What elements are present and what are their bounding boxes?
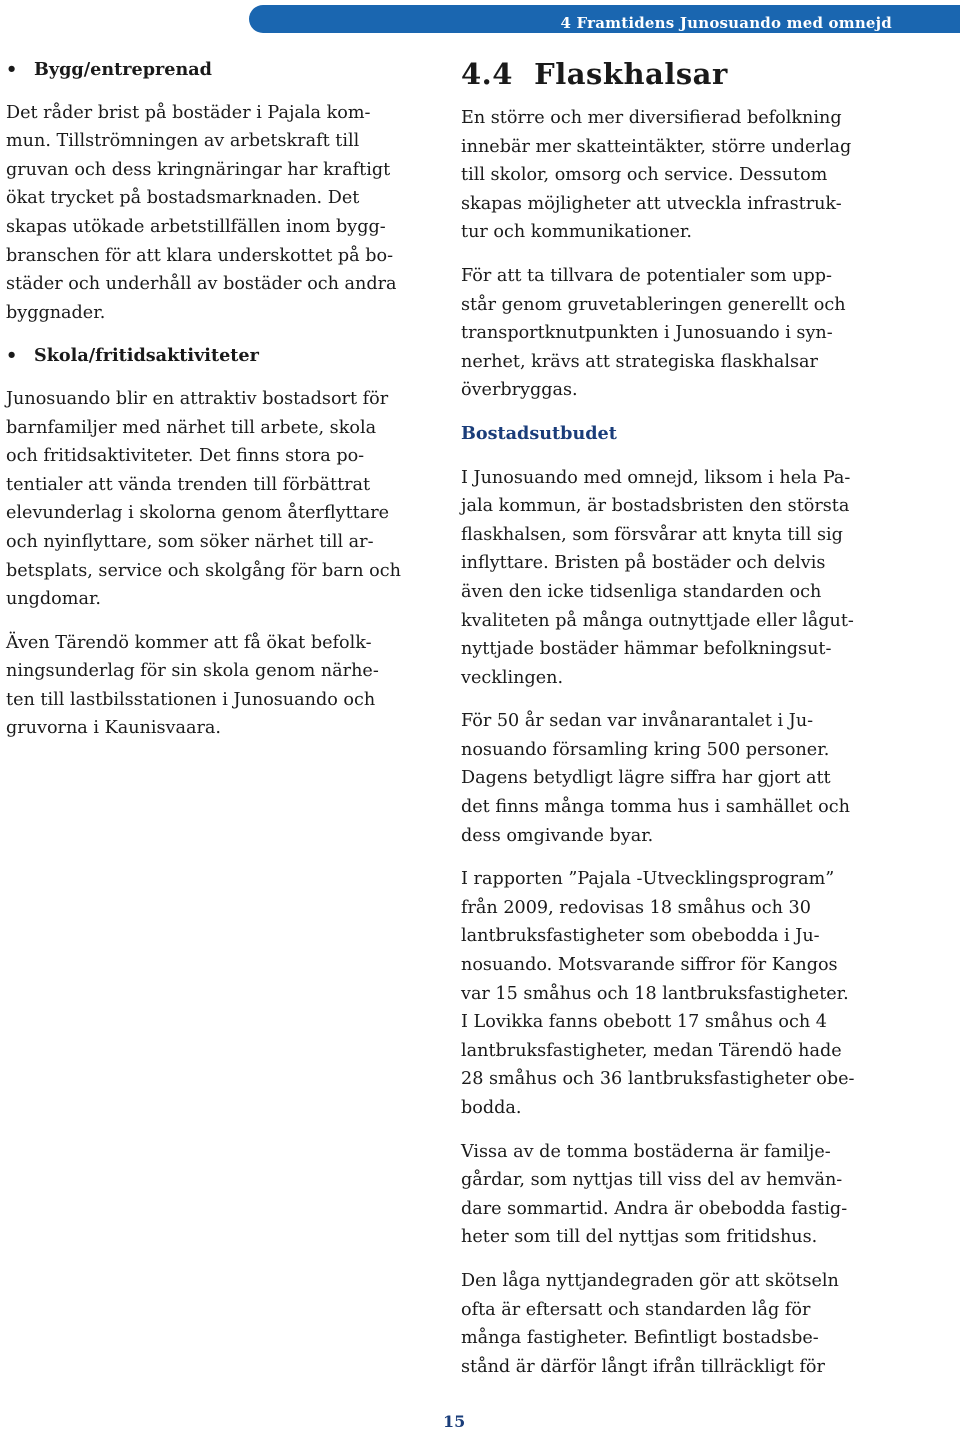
- paragraph-skola: Junosuando blir en attraktiv bostadsort för barnfamiljer med närhet till arbete, skola och fritidsaktiviteter. Det finns stora po- tentialer att vända trenden till förbättrat elevunderlag i skolorna genom återflyttare och nyinflyttare, som söker närhet till ar- betsplats, service och skolgång för barn och ungdomar.: [6, 388, 401, 610]
- page-number: 15: [443, 1412, 466, 1431]
- chapter-header-band: [249, 5, 960, 33]
- left-column: [6, 56, 436, 743]
- paragraph-invanare: För 50 år sedan var invånarantalet i Ju- nosuando församling kring 500 personer. Dagens betydligt lägre siffra har gjort att det finns många tomma hus i samhället och dess omgivande byar.: [461, 711, 850, 846]
- bullet-heading-skola: [6, 342, 436, 371]
- paragraph-nyttjandegrad: Den låga nyttjandegraden gör att skötseln ofta är eftersatt och standarden låg för många fastigheter. Befintligt bostadsbe- stånd är därför långt ifrån tillräckligt för: [461, 1270, 839, 1377]
- right-column: [461, 56, 901, 1381]
- paragraph-familjegardar: Vissa av de tomma bostäderna är familje- gårdar, som nyttjas till viss del av hemvän- dare sommartid. Andra är obebodda fastig- heter som till del nyttjas som fritidshus.: [461, 1141, 848, 1248]
- bullet-heading-label: Bygg/entreprenad: [34, 59, 212, 80]
- chapter-header-title: 4 Framtidens Junosuando med omnejd: [560, 14, 892, 32]
- bullet-icon: •: [6, 345, 18, 367]
- subheading-bostadsutbudet: Bostadsutbudet: [461, 422, 617, 444]
- paragraph-rapport: I rapporten ”Pajala -Utvecklingsprogram” från 2009, redovisas 18 småhus och 30 lantbruksfastigheter som obebodda i Ju- nosuando. Motsvarande siffror för Kangos var 15 småhus och 18 lantbruksfastigheter. I Lovikka fanns obebott 17 småhus och 4 lantbruksfastigheter, medan Tärendö hade 28 småhus och 36 lantbruksfastigheter obe- bodda.: [461, 869, 855, 1118]
- paragraph-bostadsbrist: I Junosuando med omnejd, liksom i hela Pa- jala kommun, är bostadsbristen den största flaskhalsen, som försvårar att knyta till sig inflyttare. Bristen på bostäder och delvis även den icke tidsenliga standarden och kvaliteten på många outnyttjade eller lågut- nyttjade bostäder hämmar befolkningsut- vecklingen.: [461, 467, 854, 688]
- bullet-heading-label: Skola/fritidsaktiviteter: [34, 345, 259, 367]
- bullet-heading-bygg: [6, 56, 436, 85]
- section-heading: 4.4 Flaskhalsar: [461, 57, 728, 91]
- paragraph-potentialer: För att ta tillvara de potentialer som upp- står genom gruvetableringen generellt och transportknutpunkten i Junosuando i syn- nerhet, krävs att strategiska flaskhalsar överbryggas.: [461, 265, 846, 401]
- paragraph-tarendo: Även Tärendö kommer att få ökat befolk- ningsunderlag för sin skola genom närhe- ten till lastbilsstationen i Junosuando och gruvorna i Kaunisvaara.: [6, 632, 379, 739]
- paragraph-befolkning: En större och mer diversifierad befolkning innebär mer skatteintäkter, större underlag till skolor, omsorg och service. Dessutom skapas möjligheter att utveckla infrastruk- tur och kommunikationer.: [461, 108, 852, 243]
- bullet-icon: •: [6, 59, 18, 80]
- paragraph-bygg: Det råder brist på bostäder i Pajala kom- mun. Tillströmningen av arbetskraft till gruvan och dess kringnäringar har kraftigt ökat trycket på bostadsmarknaden. Det skapas utökade arbetstillfällen inom bygg- branschen för att klara underskottet på bo- städer och underhåll av bostäder och andra byggnader.: [6, 102, 397, 323]
